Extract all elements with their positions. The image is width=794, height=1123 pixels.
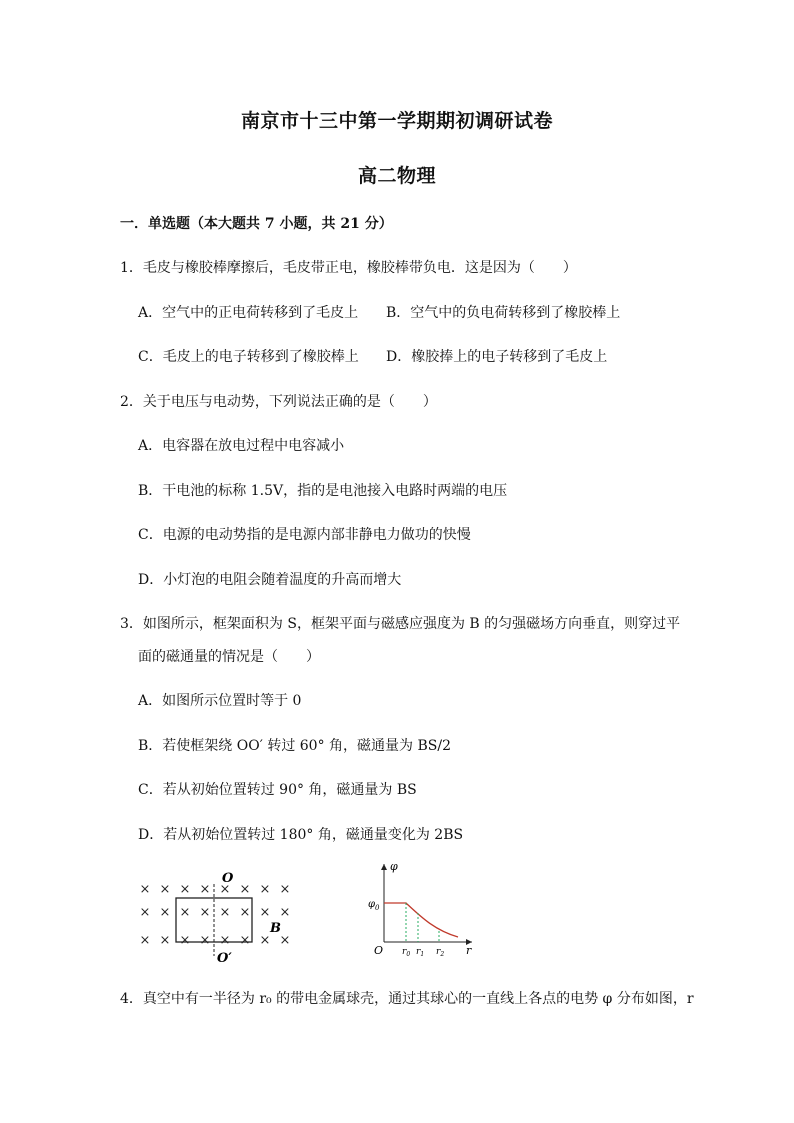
- field-cross: ×: [179, 905, 191, 920]
- field-crosses: [140, 882, 291, 948]
- field-cross: ×: [279, 933, 291, 948]
- question-3-option-b: B．若使框架绕 OO′ 转过 60° 角，磁通量为 BS/2: [138, 738, 451, 754]
- r1-label: $r_1$: [416, 947, 425, 958]
- question-4-stem-line-1: 4．真空中有一半径为 r₀ 的带电金属球壳，通过其球心的一直线上各点的电势 φ 分布如图，r: [120, 991, 694, 1007]
- field-cross: ×: [259, 933, 271, 948]
- question-3-option-a: A．如图所示位置时等于 0: [138, 693, 302, 709]
- y-axis-label: φ: [390, 860, 398, 873]
- field-label: B: [270, 921, 281, 936]
- field-cross: ×: [139, 882, 151, 897]
- y-axis-arrow: [381, 864, 387, 870]
- question-2-option-b: B．干电池的标称 1.5V，指的是电池接入电路时两端的电压: [138, 483, 508, 499]
- r2-label: $r_2$: [436, 947, 445, 958]
- question-1-option-c: C．毛皮上的电子转移到了橡胶棒上: [138, 349, 359, 365]
- field-cross: ×: [159, 933, 171, 948]
- question-1-option-d: D．橡胶捧上的电子转移到了毛皮上: [386, 349, 608, 365]
- field-cross: ×: [179, 882, 191, 897]
- question-3-stem-line-1: 3．如图所示，框架面积为 S，框架平面与磁感应强度为 B 的匀强磁场方向垂直，则穿过平: [120, 616, 681, 632]
- question-2-option-a: A．电容器在放电过程中电容减小: [138, 438, 345, 454]
- field-cross: ×: [179, 933, 191, 948]
- exam-subtitle: 高二物理: [357, 165, 436, 187]
- magnetic-frame-figure: [130, 866, 305, 966]
- field-cross: ×: [259, 882, 271, 897]
- field-cross: ×: [279, 882, 291, 897]
- question-2-option-d: D．小灯泡的电阻会随着温度的升高而增大: [138, 572, 402, 588]
- question-3-option-c: C．若从初始位置转过 90° 角，磁通量为 BS: [138, 782, 417, 798]
- exam-title: 南京市十三中第一学期期初调研试卷: [240, 110, 553, 132]
- axis-label-bottom: O′: [217, 951, 232, 966]
- field-cross: ×: [239, 933, 251, 948]
- question-1-option-b: B．空气中的负电荷转移到了橡胶棒上: [386, 305, 621, 321]
- field-cross: ×: [139, 905, 151, 920]
- phi0-label: $\varphi_0$: [368, 899, 380, 912]
- field-cross: ×: [159, 905, 171, 920]
- potential-graph-figure: [362, 858, 482, 962]
- question-3-option-d: D．若从初始位置转过 180° 角，磁通量变化为 2BS: [138, 827, 464, 843]
- question-1-stem: 1．毛皮与橡胶棒摩擦后，毛皮带正电，橡胶棒带负电．这是因为（ ）: [120, 260, 577, 276]
- question-3-stem-line-2: 面的磁通量的情况是（ ）: [138, 649, 320, 665]
- x-axis-label: r: [466, 944, 472, 957]
- question-2-option-c: C．电源的电动势指的是电源内部非静电力做功的快慢: [138, 527, 471, 543]
- field-cross: ×: [239, 905, 251, 920]
- field-cross: ×: [239, 882, 251, 897]
- field-cross: ×: [199, 882, 211, 897]
- question-1-option-a: A．空气中的正电荷转移到了毛皮上: [138, 305, 359, 321]
- origin-label: O: [374, 944, 384, 957]
- field-cross: ×: [159, 882, 171, 897]
- field-cross: ×: [279, 905, 291, 920]
- field-cross: ×: [219, 905, 231, 920]
- axis-label-top: O: [222, 871, 234, 886]
- field-cross: ×: [219, 882, 231, 897]
- field-cross: ×: [219, 933, 231, 948]
- field-cross: ×: [259, 905, 271, 920]
- potential-curve: [384, 903, 458, 937]
- question-2-stem: 2．关于电压与电动势，下列说法正确的是（ ）: [120, 394, 437, 410]
- field-cross: ×: [199, 933, 211, 948]
- section-heading: 一．单选题（本大题共 7 小题，共 21 分）: [120, 216, 393, 232]
- field-cross: ×: [139, 933, 151, 948]
- field-cross: ×: [199, 905, 211, 920]
- r0-label: $r_0$: [402, 947, 411, 958]
